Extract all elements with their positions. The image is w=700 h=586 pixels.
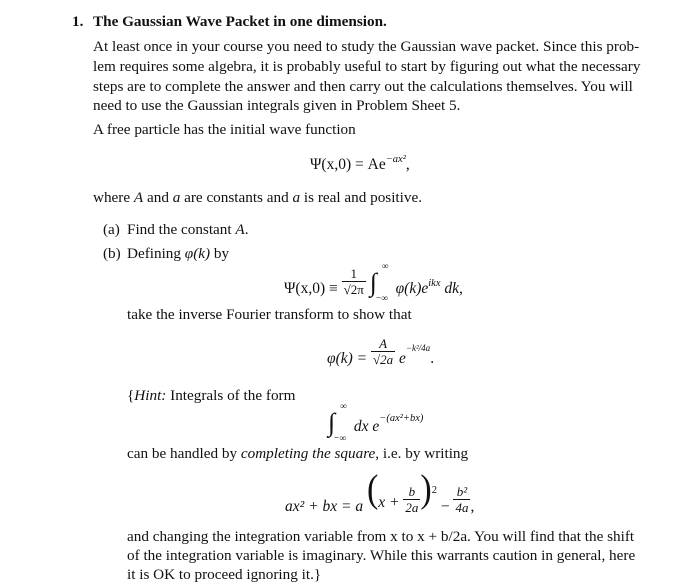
eq3-tail: . (430, 350, 435, 368)
where-text-2: and (143, 189, 173, 206)
eq4-exp: −(ax²+bx) (379, 413, 424, 424)
eq3-exp: −k²/4a (405, 343, 431, 354)
eq5-num1: b (408, 483, 416, 499)
complete-square-line (127, 444, 468, 464)
part-a-end: . (244, 221, 249, 238)
inverse-fourier-line: take the inverse Fourier transform to show that (127, 306, 412, 323)
equation-complete-square (285, 470, 474, 516)
closing-line-2: of the integration variable is imaginary. While this warrants caution in general, here (127, 547, 636, 564)
eq1-tail: , (405, 156, 410, 173)
eq5-tail: , (470, 498, 475, 515)
part-a-body: Find the constant (127, 221, 236, 238)
equation-initial-wavefunction (310, 156, 410, 174)
problem-number: 1. (72, 13, 84, 30)
eq2-integrand-wrap (396, 280, 463, 297)
eq2-int-symbol: ∫ (369, 268, 377, 297)
eq3-den: √2a (373, 352, 394, 367)
eq2-lhs: Ψ(x,0) ≡ (284, 280, 338, 297)
eq4-body: dx e (353, 418, 380, 435)
eq5-den2: 4a (455, 499, 469, 515)
eq1-exponent: −ax² (385, 154, 406, 165)
problem-title: The Gaussian Wave Packet in one dimension. (93, 13, 387, 30)
eq2-integral (369, 262, 392, 304)
hint-line (127, 386, 295, 406)
equation-gaussian-integral (328, 400, 424, 444)
equation-fourier-definition (284, 258, 463, 304)
part-b-text (127, 244, 229, 264)
free-particle-line: A free particle has the initial wave function (93, 121, 356, 138)
part-a-text (127, 220, 249, 240)
where-text-1: where (93, 189, 134, 206)
part-a-label: (a) (103, 221, 120, 238)
eq5-fraction-1 (403, 484, 420, 515)
eq1-lhs: Ψ(x,0) = Ae (310, 156, 386, 173)
where-text-4: is real and positive. (300, 189, 422, 206)
eq4-lower: −∞ (334, 434, 347, 444)
eq5-num2: b² (456, 483, 468, 499)
eq4-int-symbol: ∫ (328, 408, 336, 437)
part-b-var: φ(k) (184, 245, 211, 262)
eq2-integrand: φ(k)e (395, 280, 429, 297)
part-b-body: Defining (127, 245, 185, 262)
eq5-den1: 2a (405, 499, 419, 515)
hint-label: Hint: (134, 387, 167, 404)
where-var-a2: a (292, 189, 301, 206)
where-line (93, 188, 422, 208)
hint-open-brace: { (127, 387, 135, 404)
eq2-exp: ikx (428, 278, 441, 289)
complete-text-2: , i.e. by writing (375, 445, 469, 462)
intro-line-1: At least once in your course you need to study the Gaussian wave packet. Since this prob- (93, 38, 640, 55)
eq3-fraction (371, 336, 395, 367)
closing-line-3: it is OK to proceed ignoring it.} (127, 566, 322, 583)
eq5-square: 2 (431, 485, 437, 496)
complete-text-1: can be handled by (127, 445, 241, 462)
hint-text: Integrals of the form (166, 387, 296, 404)
part-a-var: A (235, 221, 245, 238)
eq2-upper: ∞ (381, 262, 389, 272)
closing-line-1: and changing the integration variable from x to x + b/2a. You will find that the shift (127, 528, 635, 545)
complete-emph: completing the square (240, 445, 376, 462)
eq2-num: 1 (350, 265, 357, 281)
equation-phi-result (327, 330, 434, 370)
part-b-end: by (210, 245, 230, 262)
eq4-integral (328, 402, 350, 444)
where-var-A: A (133, 189, 144, 206)
eq5-right-paren: ) (420, 468, 432, 511)
eq2-tail: dk, (440, 280, 463, 297)
intro-line-4: need to use the Gaussian integrals given in Problem Sheet 5. (93, 97, 461, 114)
where-text-3: are constants and (180, 189, 293, 206)
eq2-lower: −∞ (375, 294, 388, 304)
intro-line-3: steps are to complete the answer and then carry out the calculations themselves. You will (93, 78, 633, 95)
eq5-fraction-2 (453, 484, 470, 515)
where-var-a: a (172, 189, 181, 206)
eq3-lhs: φ(k) = (327, 350, 368, 368)
eq2-den: √2π (343, 281, 364, 297)
eq4-upper: ∞ (340, 402, 347, 412)
eq3-num: A (379, 336, 388, 351)
eq5-lhs: ax² + bx = a (285, 498, 364, 515)
eq5-minus: − (440, 498, 450, 515)
eq2-fraction (342, 266, 366, 297)
part-b-label: (b) (103, 245, 121, 262)
eq5-left-paren: ( (366, 468, 379, 511)
eq3-e: e (399, 350, 406, 368)
eq5-x-plus: x + (378, 494, 400, 511)
intro-line-2: lem requires some algebra, it is probably useful to start by figuring out what the necessary (93, 58, 641, 75)
